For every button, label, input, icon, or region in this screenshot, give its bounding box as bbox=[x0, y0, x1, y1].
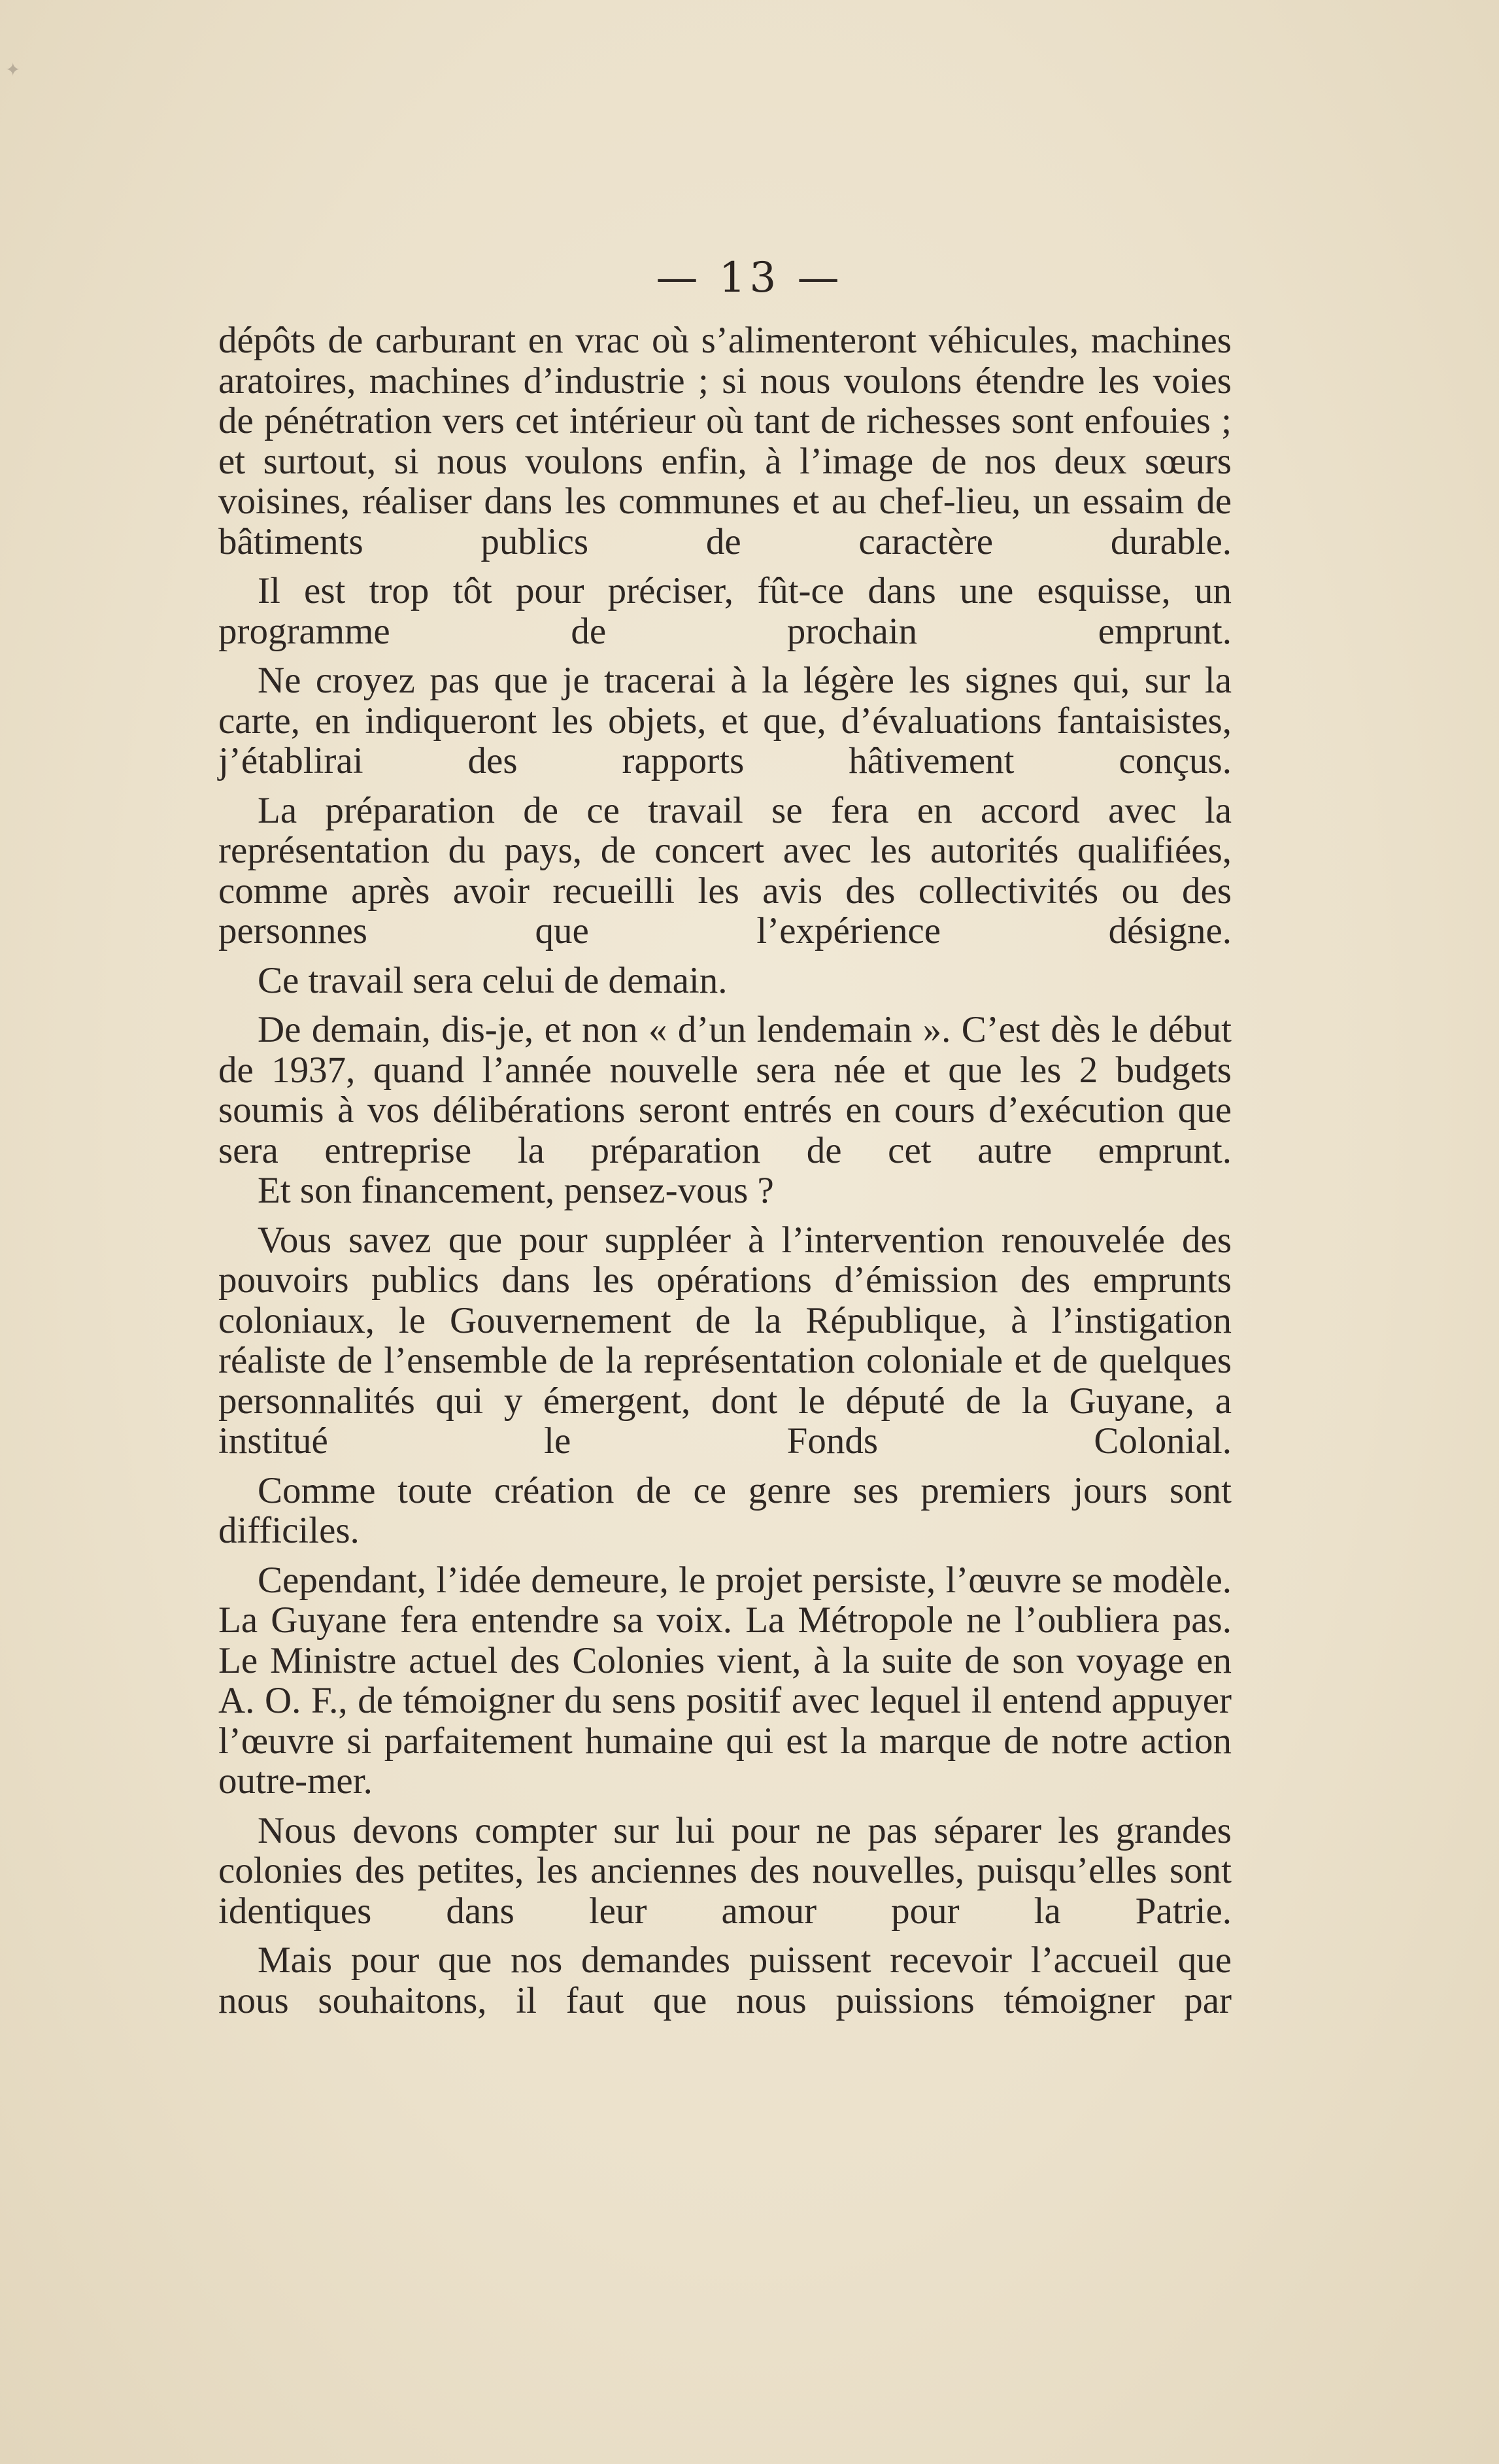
paragraph-8: Vous savez que pour suppléer à l’intervention renouvelée des pouvoirs publics dans les opérations d’émission des emprunts coloniaux, le Gouvernement de la République, à l’instigation réaliste de l’ensemble de la représentation coloniale et de quelques personnalités qui y émergent, dont le député de la Guyane, a institué le Fonds Colonial. bbox=[218, 1219, 1232, 1462]
paragraph-5: Ce travail sera celui de demain. bbox=[258, 959, 728, 1001]
paragraph-3: Ne croyez pas que je tracerai à la légère les signes qui, sur la carte, en indiqueront les objets, et que, d’évaluations fantaisistes, j’établirai des rapports hâtivement conçus. bbox=[218, 660, 1232, 781]
paragraph-6: De demain, dis-je, et non « d’un lendemain ». C’est dès le début de 1937, quand l’année nouvelle sera née et que les 2 budgets soumis à vos délibérations seront entrés en cours d’exécution que sera entreprise la préparation de cet autre emprunt. bbox=[218, 1009, 1232, 1171]
paragraph-9: Comme toute création de ce genre ses premiers jours sont difficiles. bbox=[218, 1469, 1232, 1551]
paragraph-1: dépôts de carburant en vrac où s’alimenteront véhicules, machines aratoires, machines d’industrie ; si nous voulons étendre les voies de pénétration vers cet intérieur où tant de richesses sont enfouies ; et surtout, si nous voulons enfin, à l’image de nos deux sœurs voisines, réaliser dans les communes et au chef-lieu, un essaim de bâtiments publics de caractère durable. bbox=[218, 320, 1232, 562]
paper-speck-icon: ✦ bbox=[5, 59, 21, 80]
paragraph-11: Nous devons compter sur lui pour ne pas séparer les grandes colonies des petites, les anciennes des nouvelles, puisqu’elles sont identiques dans leur amour pour la Patrie. bbox=[218, 1809, 1232, 1932]
paragraph-7: Et son financement, pensez-vous ? bbox=[258, 1170, 774, 1211]
paragraph-4: La préparation de ce travail se fera en accord avec la représentation du pays, de concert avec les autorités qualifiées, comme après avoir recueilli les avis des collectivités ou des personnes que l’expérience désigne. bbox=[218, 789, 1232, 951]
paragraph-2: Il est trop tôt pour préciser, fût-ce dans une esquisse, un programme de prochain emprunt. bbox=[218, 570, 1232, 652]
paragraph-10: Cependant, l’idée demeure, le projet persiste, l’œuvre se modèle. La Guyane fera entendre sa voix. La Métropole ne l’oubliera pas. Le Ministre actuel des Colonies vient, à la suite de son voyage en A. O. F., de témoigner du sens positif avec lequel il entend appuyer l’œuvre si parfaitement humaine qui est la marque de notre action outre-mer. bbox=[218, 1559, 1232, 1802]
paragraph-12: Mais pour que nos demandes puissent recevoir l’accueil que nous souhaitons, il faut que nous puissions témoigner par bbox=[218, 1940, 1232, 2021]
page-number: — 13 — bbox=[656, 254, 843, 302]
body-text bbox=[218, 320, 1232, 2030]
